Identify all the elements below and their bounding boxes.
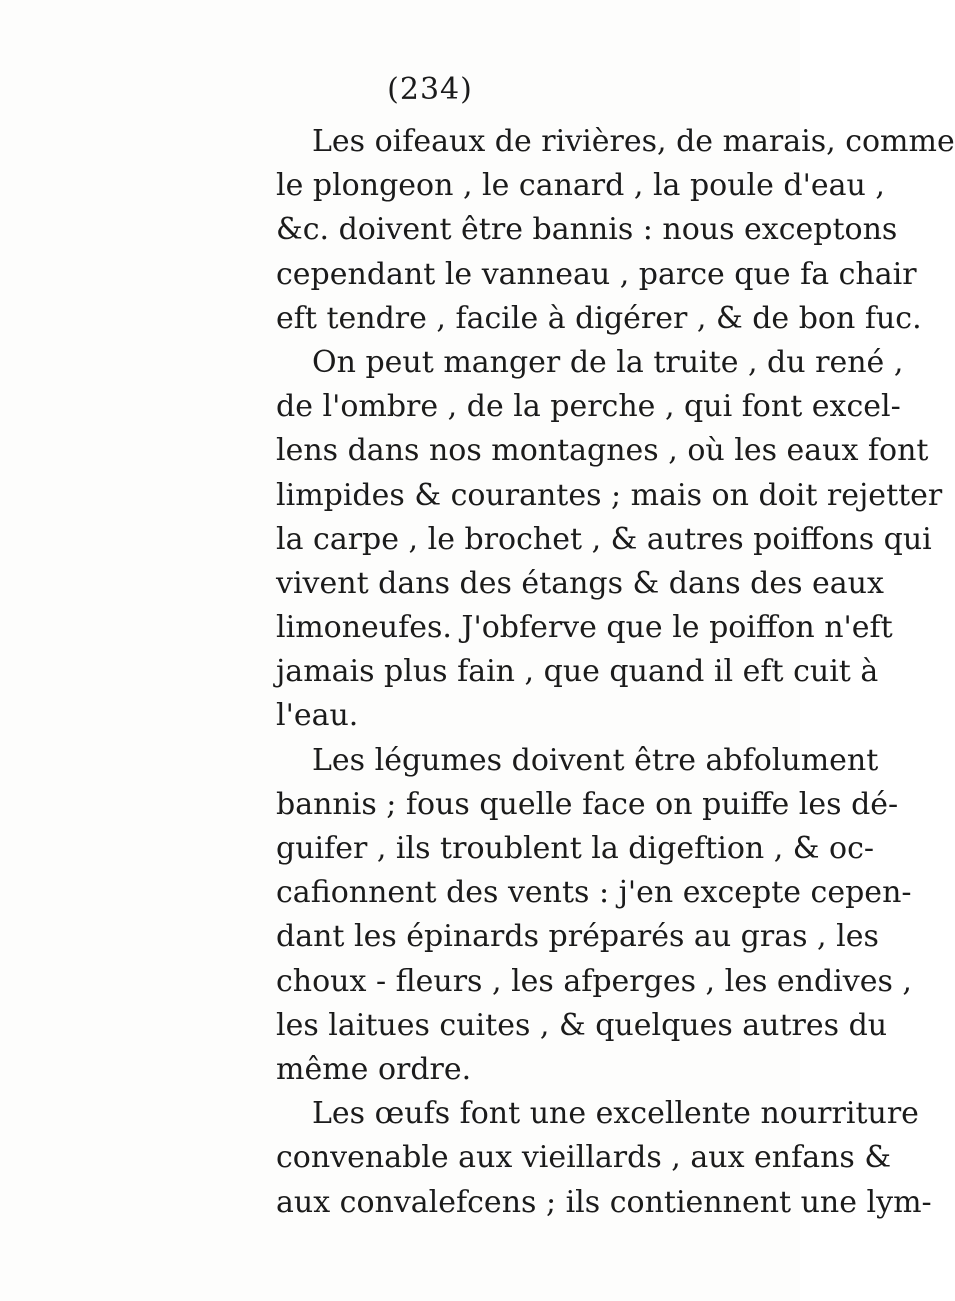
text-line: même ordre. xyxy=(276,1051,472,1087)
text-line: On peut manger de la truite , du rené , xyxy=(312,344,904,380)
body-text xyxy=(276,120,955,1225)
text-line: dant les épinards préparés au gras , les xyxy=(276,919,879,955)
text-line: la carpe , le brochet , & autres poiffons qui xyxy=(276,521,932,557)
page-number: (234) xyxy=(387,72,473,107)
text-line: eft tendre , facile à digérer , & de bon fuc. xyxy=(276,300,922,336)
text-line: bannis ; fous quelle face on puiffe les dé- xyxy=(276,786,899,822)
text-line: Les œufs font une excellente nourriture xyxy=(312,1096,919,1132)
text-line: Les légumes doivent être abfolument xyxy=(312,742,879,778)
text-line: lens dans nos montagnes , où les eaux font xyxy=(276,433,929,469)
text-line: limoneufes. J'obferve que le poiffon n'eft xyxy=(276,610,893,646)
text-line: vivent dans des étangs & dans des eaux xyxy=(276,565,884,601)
text-line: aux convalefcens ; ils contiennent une lym- xyxy=(276,1184,932,1220)
text-line: guifer , ils troublent la digeftion , & oc- xyxy=(276,831,875,866)
text-line: l'eau. xyxy=(276,698,359,734)
text-line: de l'ombre , de la perche , qui font excel- xyxy=(276,389,901,425)
text-line: limpides & courantes ; mais on doit rejetter xyxy=(276,477,943,513)
text-line: Les oifeaux de rivières, de marais, comme xyxy=(312,124,955,159)
text-line: convenable aux vieillards , aux enfans & xyxy=(276,1140,892,1176)
text-line: les laitues cuites , & quelques autres du xyxy=(276,1007,888,1043)
text-line: le plongeon , le canard , la poule d'eau , xyxy=(276,168,885,204)
text-line: choux - fleurs , les afperges , les endives , xyxy=(276,963,912,999)
text-line: &c. doivent être bannis : nous exceptons xyxy=(276,212,898,248)
text-line: jamais plus fain , que quand il eft cuit à xyxy=(276,654,879,690)
text-line: cafionnent des vents : j'en excepte cepen- xyxy=(276,875,912,911)
text-line: cependant le vanneau , parce que fa chair xyxy=(276,256,917,292)
